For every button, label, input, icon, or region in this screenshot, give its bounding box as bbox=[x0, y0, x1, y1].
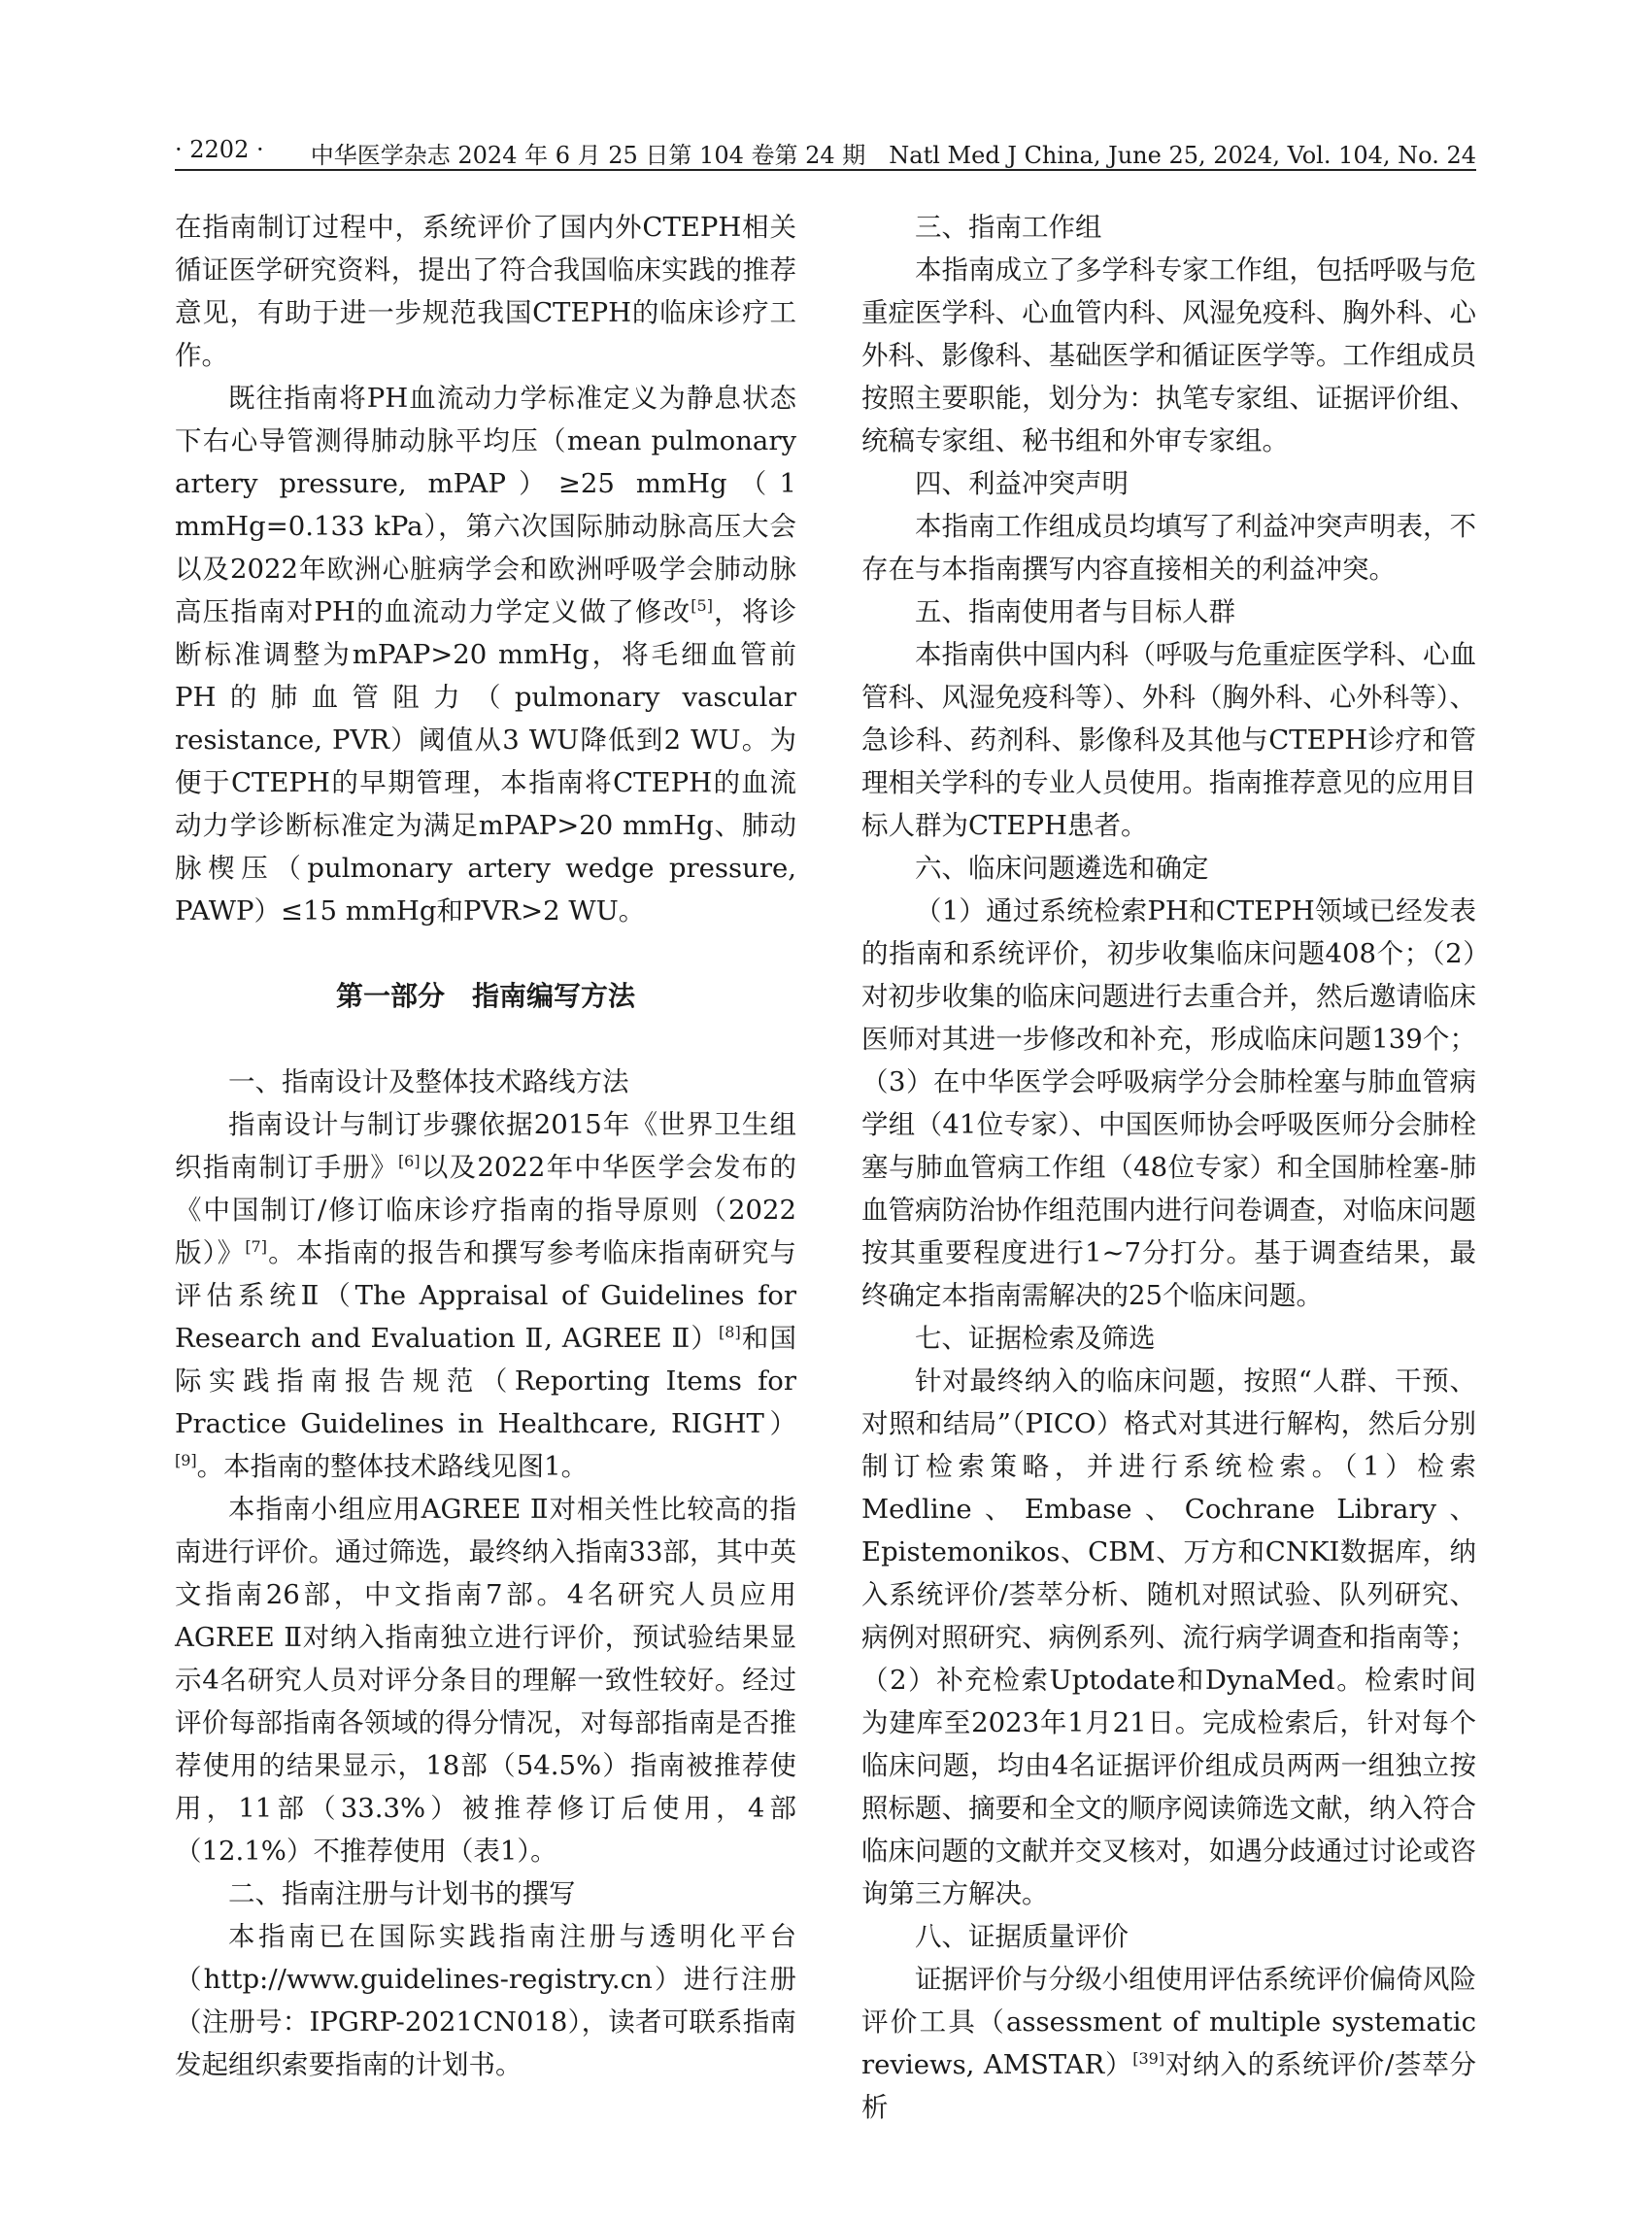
subsection-heading: 四、利益冲突声明 bbox=[915, 468, 1129, 499]
page-number: · 2202 · bbox=[175, 136, 264, 163]
citation-ref: [7] bbox=[245, 1236, 267, 1256]
paragraph: 在指南制订过程中，系统评价了国内外CTEPH相关循证医学研究资料，提出了符合我国临床实践的推荐意见，有助于进一步规范我国CTEPH的临床诊疗工作。 bbox=[175, 212, 796, 371]
subsection-heading: 八、证据质量评价 bbox=[915, 1921, 1129, 1952]
citation-ref: [6] bbox=[397, 1151, 421, 1170]
paragraph: 针对最终纳入的临床问题，按照“人群、干预、对照和结局”（PICO）格式对其进行解构，然后分别制订检索策略，并进行系统检索。（1）检索Medline、Embase、Cochrane Library、Epistemonikos、CBM、万方和CNKI数据库，纳入系统评价/荟萃分析、随机对照试验、队列研究、病例对照研究、病例系列、流行病学调查和指南等；（2）补充检索Uptodate和DynaMed。检索时间为建库至2023年1月21日。完成检索后，针对每个临床问题，均由4名证据评价组成员两两一组独立按照标题、摘要和全文的顺序阅读筛选文献，纳入符合临床问题的文献并交叉核对，如遇分歧通过讨论或咨询第三方解决。 bbox=[861, 1365, 1476, 1909]
running-header bbox=[175, 136, 1476, 171]
paragraph: 本指南工作组成员均填写了利益冲突声明表，不存在与本指南撰写内容直接相关的利益冲突。 bbox=[861, 511, 1476, 585]
citation-ref: [5] bbox=[691, 595, 713, 615]
paragraph: 本指南成立了多学科专家工作组，包括呼吸与危重症医学科、心血管内科、风湿免疫科、胸外科、心外科、影像科、基础医学和循证医学等。工作组成员按照主要职能，划分为：执笔专家组、证据评价组、统稿专家组、秘书组和外审专家组。 bbox=[861, 254, 1476, 456]
citation-ref: [39] bbox=[1132, 2048, 1165, 2068]
paragraph: 本指南小组应用AGREE Ⅱ对相关性比较高的指南进行评价。通过筛选，最终纳入指南33部，其中英文指南26部，中文指南7部。4名研究人员应用AGREE Ⅱ对纳入指南独立进行评价，预试验结果显示4名研究人员对评分条目的理解一致性较好。经过评价每部指南各领域的得分情况，对每部指南是否推荐使用的结果显示，18部（54.5%）指南被推荐使用，11部（33.3%）被推荐修订后使用，4部（12.1%）不推荐使用（表1）。 bbox=[175, 1494, 796, 1867]
subsection-heading: 五、指南使用者与目标人群 bbox=[915, 596, 1235, 627]
citation-ref: [8] bbox=[719, 1322, 741, 1341]
section-title: 第一部分 指南编写方法 bbox=[335, 980, 635, 1012]
subsection-heading: 一、指南设计及整体技术路线方法 bbox=[228, 1066, 629, 1097]
paragraph: （1）通过系统检索PH和CTEPH领域已经发表的指南和系统评价，初步收集临床问题408个；（2）对初步收集的临床问题进行去重合并，然后邀请临床医师对其进一步修改和补充，形成临床问题139个；（3）在中华医学会呼吸病学分会肺栓塞与肺血管病学组（41位专家）、中国医师协会呼吸医师分会肺栓塞与肺血管病工作组（48位专家）和全国肺栓塞-肺血管病防治协作组范围内进行问卷调查，对临床问题按其重要程度进行1~7分打分。基于调查结果，最终确定本指南需解决的25个临床问题。 bbox=[861, 895, 1476, 1311]
subsection-heading: 六、临床问题遴选和确定 bbox=[915, 853, 1209, 884]
paragraph: 既往指南将PH血流动力学标准定义为静息状态下右心导管测得肺动脉平均压（mean pulmonary artery pressure, mPAP）≥25 mmHg（1 mmHg=0.133 kPa），第六次国际肺动脉高压大会以及2022年欧洲心脏病学会和欧洲呼吸学会肺动脉高压指南对PH的血流动力学定义做了修改[5]，将诊断标准调整为mPAP>20 mmHg，将毛细血管前PH的肺血管阻力（pulmonary vascular resistance, PVR）阈值从3 WU降低到2 WU。为便于CTEPH的早期管理，本指南将CTEPH的血流动力学诊断标准定为满足mPAP>20 mmHg、肺动脉楔压（pulmonary artery wedge pressure, PAWP）≤15 mmHg和PVR>2 WU。 bbox=[175, 383, 797, 927]
paragraph: 本指南供中国内科（呼吸与危重症医学科、心血管科、风湿免疫科等）、外科（胸外科、心外科等）、急诊科、药剂科、影像科及其他与CTEPH诊疗和管理相关学科的专业人员使用。指南推荐意见的应用目标人群为CTEPH患者。 bbox=[861, 639, 1476, 841]
paragraph: 本指南已在国际实践指南注册与透明化平台（http://www.guidelines-registry.cn）进行注册（注册号：IPGRP-2021CN018），读者可联系指南发起组织索要指南的计划书。 bbox=[175, 1921, 796, 2080]
paragraph: 证据评价与分级小组使用评估系统评价偏倚风险评价工具（assessment of multiple systematic reviews, AMSTAR）[39]对纳入的系统评价/荟萃分析 bbox=[861, 1964, 1477, 2123]
left-column bbox=[175, 206, 796, 2086]
subsection-heading: 二、指南注册与计划书的撰写 bbox=[228, 1878, 576, 1909]
subsection-heading: 七、证据检索及筛选 bbox=[915, 1323, 1156, 1354]
citation-ref: [9] bbox=[175, 1450, 197, 1469]
paragraph: 指南设计与制订步骤依据2015年《世界卫生组织指南制订手册》[6]以及2022年中华医学会发布的《中国制订/修订临床诊疗指南的指导原则（2022版）》[7]。本指南的报告和撰写参考临床指南研究与评估系统Ⅱ（The Appraisal of Guidelines for Research and Evaluation Ⅱ, AGREE Ⅱ）[8]和国际实践指南报告规范（Reporting Items for Practice Guidelines in Healthcare, RIGHT）[9]。本指南的整体技术路线见图1。 bbox=[175, 1109, 797, 1482]
right-column bbox=[861, 206, 1476, 2129]
journal-citation: 中华医学杂志 2024 年 6 月 25 日第 104 卷第 24 期 Natl Med J China, June 25, 2024, Vol. 104, No. 24 bbox=[310, 142, 1476, 169]
subsection-heading: 三、指南工作组 bbox=[915, 212, 1102, 243]
